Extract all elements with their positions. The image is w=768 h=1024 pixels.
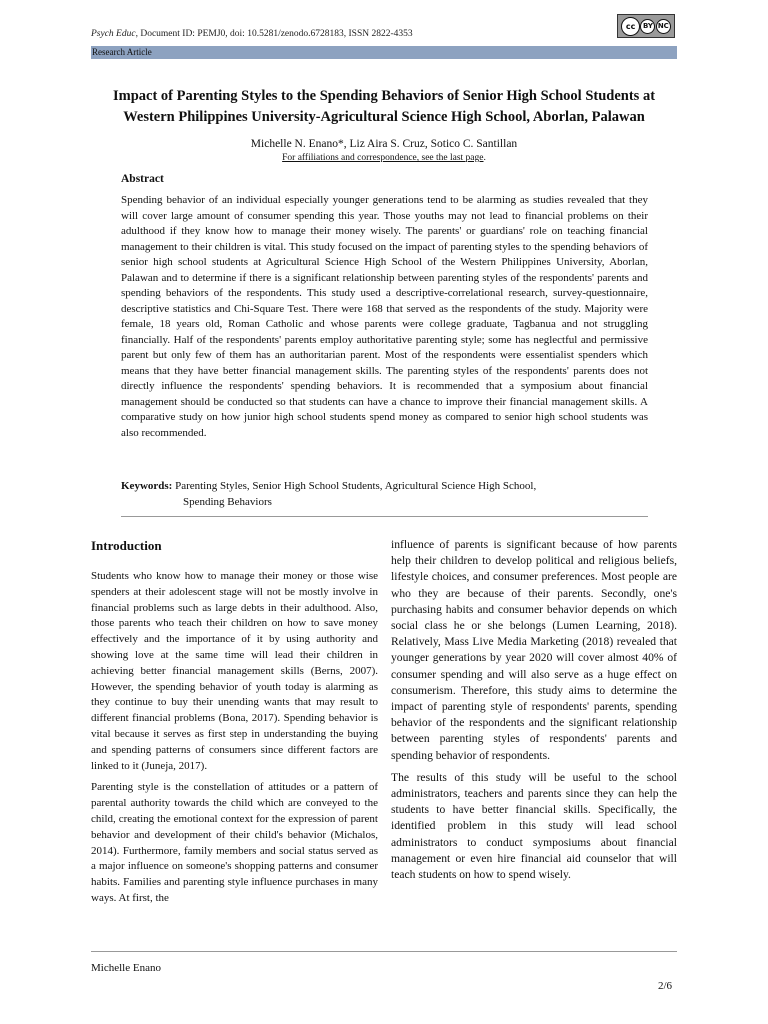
cc-license-badge[interactable] [617,14,675,38]
keywords-line-2: Spending Behaviors [183,496,272,508]
paragraph: Parenting style is the constellation of attitudes or a pattern of parental authority towards the child which are conveyed to the child, creating the emotional context for the expression of parent behavior and development of their child's behavior (Michalos, 2014). Furthermore, family members and social status served as a major influence on someone's shopping patterns and consumer habits. Families and parenting style influence purchases in many ways. At first, the [91,781,378,904]
section-label: Research Article [91,46,677,59]
header-citation [91,29,413,39]
left-column [91,569,378,913]
keywords [121,478,648,510]
introduction-heading: Introduction [91,538,162,553]
journal-name: Psych Educ [91,29,136,39]
divider [121,516,648,517]
affiliation-link[interactable]: For affiliations and correspondence, see the last page [282,153,484,163]
right-column [391,537,677,889]
affiliation-note: For affiliations and correspondence, see the last page. [282,153,486,163]
paragraph: Students who know how to manage their money or those wise spenders at their adolescent stage will not be mostly involve in financial problems such as large debts in their adulthood. Also, those parents who teach their children on how to save money effectively and the importance of it by using authority and showing love at the same time will lead their children in achieving better financial management skills (Berns, 2007). However, the spending behavior of youth today is alarming as they continue to buy their unending wants that may result to different financial problems (Bona, 2017). Spending behavior is vital because it serves as first step in understanding the buying and spending patterns of consumers since different factors are linked to it (Juneja, 2017). [91,570,378,772]
citation-text: , Document ID: PEMJ0, doi: 10.5281/zenodo.6728183, ISSN 2822-4353 [135,29,413,39]
paragraph: The results of this study will be useful to the school administrators, teachers and parents since they can help the students to have better financial skills. Specifically, the identified problem in this study will lead school administrators to conduct symposiums about financial management or even hire financial aid counselor that will teach students on how to spend wisely. [391,770,677,882]
footer-author: Michelle Enano [91,962,161,974]
noncommercial-icon: NC [656,19,671,34]
author-list: Michelle N. Enano*, Liz Aira S. Cruz, Sotico C. Santillan [250,138,518,150]
cc-icon: cc [621,17,640,36]
by-attribution-icon: BY [640,19,655,34]
page-number: 2/6 [658,980,673,992]
keywords-line-1: Parenting Styles, Senior High School Students, Agricultural Science High School, [175,480,537,492]
title-line-2: Western Philippines University-Agricultural Science High School, Aborlan, Palawan [123,109,645,125]
abstract-body: Spending behavior of an individual especially younger generations tend to be alarming as studies revealed that they will cover large amount of consumer spending this year. Those youths may not lead to financial problems on their adulthood if they know how to manage their money wisely. The parents' or guardians' role on teaching financial management to their children is vital. This study focused on the impact of parenting styles to the spending behaviors of senior high school students at Agricultural Science High School of the Western Philippines University, Aborlan, Palawan and to determine if there is a significant relationship between parenting styles of the respondents' parents and spending behaviors of the respondents. This study used a descriptive-correlational research, survey-questionnaire, descriptive statistics and Chi-Square Test. There were 168 that served as the respondents of the study. Majority were female, 18 years old, Roman Catholic and whose parents were college graduate, Tagbanua and not struggling financially. Half of the respondents' parents employ authoritative parenting style; some has neglectful and permissive parent but only few of them has an authoritarian parent. Most of the respondents were essentialist spenders which means that they have better financial management skills. The parenting styles of the respondents' parents does not directly influence the respondents' spending behaviors. It is recommended that a symposium about financial management should be conducted so that students can have a chance to improve their financial management skills. A comparative study on how junior high school students spend money as compared to senior high school students was also recommended. [121,194,648,439]
title-line-1: Impact of Parenting Styles to the Spending Behaviors of Senior High School Students at [112,88,656,104]
paper-title [80,86,688,128]
keywords-label: Keywords: [121,480,173,492]
footer-divider [91,951,677,952]
paragraph: influence of parents is significant because of how parents help their children to develop political and religious beliefs, lifestyle choices, and consumer preferences. Most people are who they are because of their parents. Secondly, one's purchasing habits and consumer behavior depends on which social class he or she belongs (Lumen Learning, 2018). Relatively, Mass Live Media Marketing (2018) revealed that younger generations by year 2020 will cover almost 40% of consumer spending and will also serve as a huge effect on consumerism. Therefore, this study aims to determine the impact of parenting style of respondents' parents, spending behavior of the respondents and the significant relationship between parenting styles of respondents' parents and spending behavior of respondents. [391,538,677,762]
abstract-heading: Abstract [121,173,164,185]
